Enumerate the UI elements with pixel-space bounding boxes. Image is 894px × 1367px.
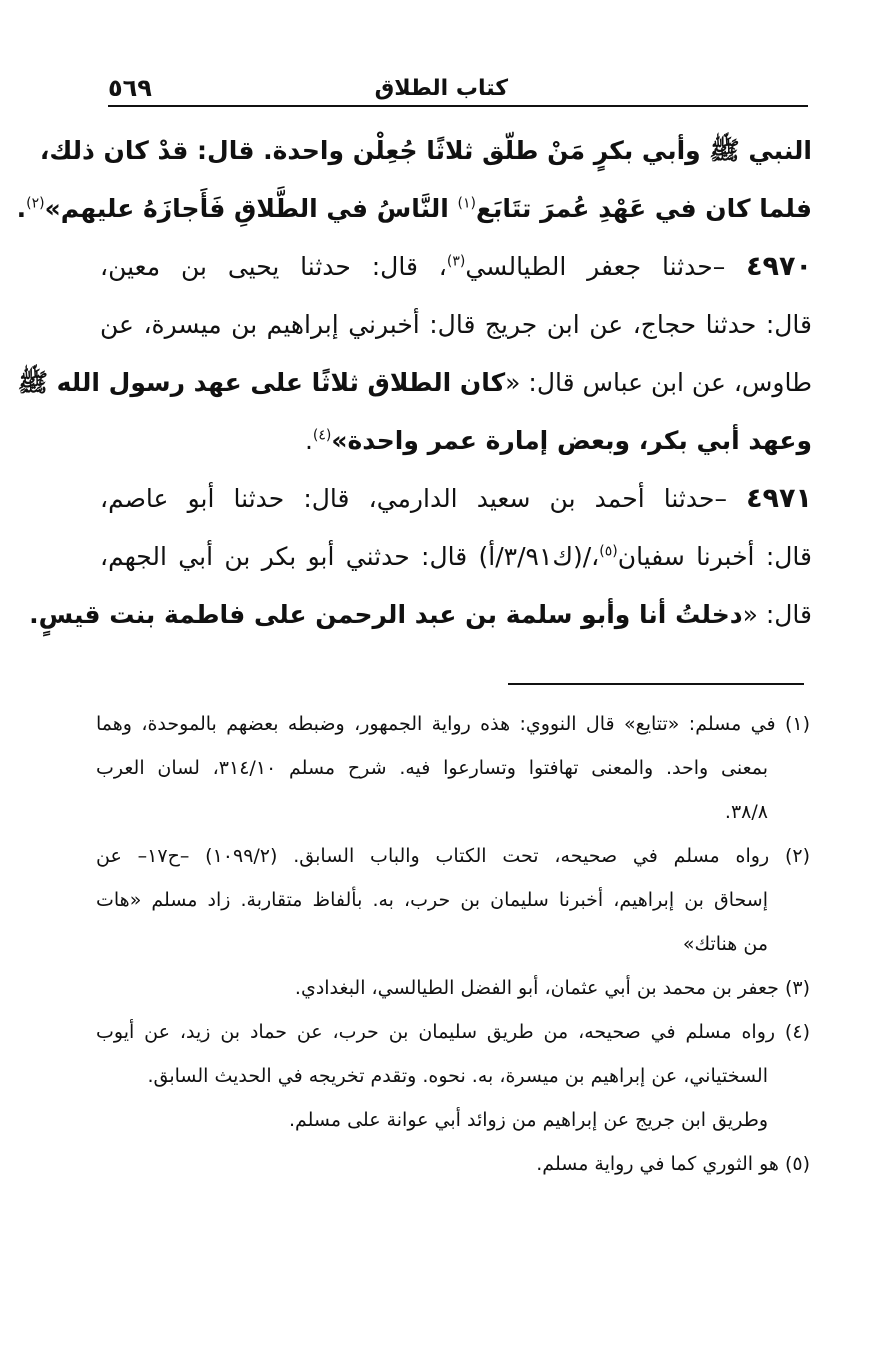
footnote-line: (٥) هو الثوري كما في رواية مسلم.: [536, 1153, 810, 1175]
footnote-ref: (٢): [26, 195, 45, 212]
footnote-line: (٣) جعفر بن محمد بن أبي عثمان، أبو الفضل الطيالسي، البغدادي.: [294, 977, 810, 999]
text-run: طاوس، عن ابن عباس قال: «: [505, 368, 812, 397]
text-line: [39, 122, 812, 180]
text-run: –حدثنا أحمد بن سعيد الدارمي، قال: حدثنا أبو عاصم،: [100, 484, 747, 513]
footnote-line: وطريق ابن جريج عن إبراهيم من زوائد أبي عوانة على مسلم.: [288, 1109, 768, 1131]
text-line: [100, 528, 812, 586]
text-run: .: [16, 194, 27, 223]
hadith-number: ٤٩٧٠: [746, 251, 812, 282]
text-run: كان الطلاق ثلاثًا على عهد رسول الله ﷺ: [17, 368, 506, 397]
footnote-ref: (٤): [312, 427, 332, 444]
text-line: [29, 586, 812, 644]
text-run: النَّاسُ في الطَّلاقِ فَأَجازَهُ عليهم»: [44, 194, 458, 223]
text-run: ،/(ك٣/٩١/أ) قال: حدثني أبو بكر بن أبي الجهم،: [100, 542, 600, 571]
footnote-ref: (٥): [599, 543, 618, 560]
footnote-line: (٤) رواه مسلم في صحيحه، من طريق سليمان بن حرب، عن حماد بن زيد، عن أيوب: [96, 1021, 810, 1043]
running-title: كتاب الطلاق: [374, 76, 508, 101]
text-line: [17, 354, 812, 412]
text-line: [100, 296, 812, 354]
text-line: [16, 180, 812, 238]
footnote-separator: [508, 683, 804, 685]
header-rule: [108, 105, 808, 107]
footnote-ref: (١): [457, 195, 476, 212]
footnotes: [96, 702, 810, 1186]
text-run: .: [304, 426, 313, 455]
text-line: [100, 412, 812, 470]
page-header: [108, 74, 808, 104]
footnote-line: ٣٨/٨.: [724, 801, 768, 823]
text-line: [100, 470, 812, 528]
footnote-line: السختياني، عن إبراهيم بن ميسرة، به. نحوه. وتقدم تخريجه في الحديث السابق.: [147, 1065, 768, 1087]
text-run: دخلتُ أنا وأبو سلمة بن عبد الرحمن على فاطمة بنت قيسٍ.: [29, 600, 743, 629]
text-run: النبي ﷺ وأبي بكرٍ مَنْ طلّق ثلاثًا جُعِلْن واحدة. قال: قدْ كان ذلك،: [39, 136, 812, 165]
text-run: قال: «: [742, 600, 812, 629]
text-run: قال: حدثنا حجاج، عن ابن جريج قال: أخبرني إبراهيم بن ميسرة، عن: [100, 310, 812, 339]
text-run: ، قال: حدثنا يحيى بن معين،: [100, 252, 447, 281]
footnote-line: إسحاق بن إبراهيم، أخبرنا سليمان بن حرب، به. بألفاظ متقاربة. زاد مسلم «هات: [96, 889, 768, 911]
footnote-line: من هناتك»: [682, 933, 768, 955]
text-line: [100, 238, 812, 296]
text-run: وعهد أبي بكر، وبعض إمارة عمر واحدة»: [331, 426, 812, 455]
footnote-line: بمعنى واحد. والمعنى تهافتوا وتسارعوا فيه. شرح مسلم ٣١٤/١٠، لسان العرب: [96, 757, 769, 779]
hadith-number: ٤٩٧١: [746, 483, 812, 514]
footnote-ref: (٣): [446, 253, 466, 270]
text-run: فلما كان في عَهْدِ عُمرَ تتَابَع: [475, 194, 812, 223]
main-text: [16, 122, 812, 644]
footnote-line: (٢) رواه مسلم في صحيحه، تحت الكتاب والباب السابق. (١٠٩٩/٢) –ح١٧– عن: [96, 845, 811, 867]
page-number: ٥٦٩: [108, 74, 152, 102]
footnote-line: (١) في مسلم: «تتايع» قال النووي: هذه رواية الجمهور، وضبطه بعضهم بالموحدة، وهما: [96, 713, 810, 735]
text-run: قال: أخبرنا سفيان: [617, 542, 812, 571]
text-run: –حدثنا جعفر الطيالسي: [465, 252, 747, 281]
